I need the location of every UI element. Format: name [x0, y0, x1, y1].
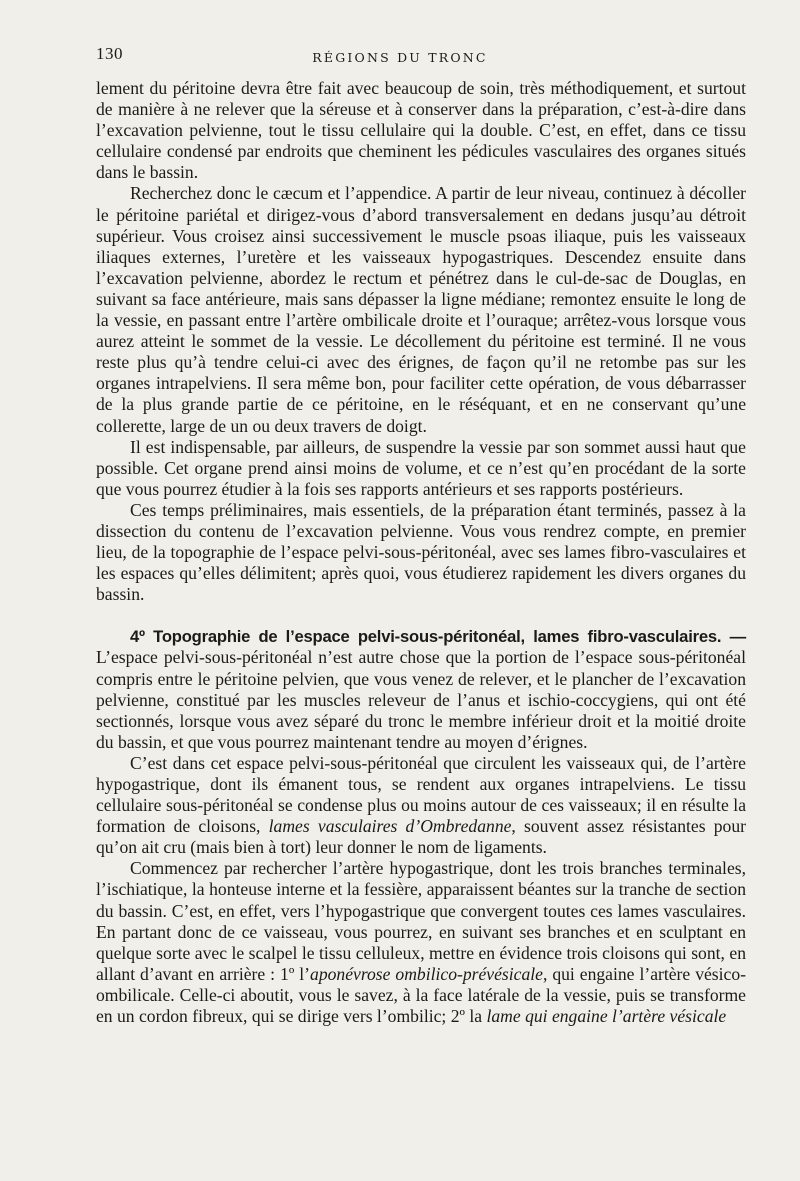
paragraph-preliminaires: Ces temps préliminaires, mais essentiels, de la préparation étant terminés, passez à la dissection du contenu de l’excavation pelvienne. Vous vous rendrez compte, en premier lieu, de la topographie de l’espace pelvi-sous-péritonéal, avec ses lames fibro-vasculaires et les espaces qu’elles délimitent; après quoi, vous étudierez rapidement les divers organes du bassin.: [96, 499, 746, 605]
running-title: RÉGIONS DU TRONC: [312, 50, 488, 65]
section-gap: [96, 605, 746, 626]
paragraph-continued: lement du péritoine devra être fait avec beaucoup de soin, très méthodiquement, et surtout de manière à ne relever que la séreuse et à conserver dans la préparation, c’est-à-dire dans l’excavation pelvienne, tout le tissu cellulaire qui la double. C’est, en effet, dans ce tissu cellulaire condensé par endroits que cheminent les pédicules vasculaires des organes situés dans le bassin.: [96, 78, 746, 183]
text-run: Commencez par rechercher l’artère hypogastrique, dont les trois branches terminales, l’ischiatique, la honteuse interne et la fessière, apparaissent béantes sur la tranche de section du bassin. C’est, en effet, vers l’hypogastrique que convergent toutes ces lames vasculaires. En partant donc de ce vaisseau, vous pourrez, en suivant ses branches et en sculptant en quelque sorte avec le scalpel le tissu celluleux, mettre en évidence trois cloisons qui sont, en allant d’avant en arrière : 1º l’: [96, 858, 746, 984]
section-heading: 4º Topographie de l’espace pelvi-sous-péritonéal, lames fibro-vasculaires. —: [130, 627, 746, 647]
section-first-paragraph: [96, 626, 746, 753]
italic-term: lames vasculaires d’Ombredanne: [268, 816, 512, 837]
italic-term: aponévrose ombilico-prévésicale: [310, 963, 543, 984]
body-text: [96, 78, 746, 1027]
paragraph-caecum: Recherchez donc le cæcum et l’appendice. A partir de leur niveau, continuez à décoller le péritoine pariétal et dirigez-vous d’abord transversalement en dedans jusqu’au détroit supérieur. Vous croisez ainsi successivement le muscle psoas iliaque, puis les vaisseaux iliaques externes, l’uretère et les vaisseaux hypogastriques. Descendez ensuite dans l’excavation pelvienne, abordez le rectum et pénétrez dans le cul-de-sac de Douglas, en suivant sa face antérieure, mais sans dépasser la ligne médiane; remontez ensuite le long de la vessie, en passant entre l’artère ombilicale droite et l’ouraque; arrêtez-vous lorsque vous aurez atteint le sommet de la vessie. Le décollement du péritoine est terminé. Il ne vous reste plus qu’à tendre celui-ci avec des érignes, de façon qu’il ne retombe pas sur les organes intrapelviens. Il sera même bon, pour faciliter cette opération, de vous débarrasser de la plus grande partie de ce péritoine, en le réséquant, et en ne conservant qu’une collerette, large de un ou deux travers de doigt.: [96, 183, 746, 436]
paragraph-lames: [96, 753, 746, 858]
italic-term: lame qui engaine l’artère vésicale: [486, 1006, 727, 1027]
paragraph-vessie: Il est indispensable, par ailleurs, de suspendre la vessie par son sommet aussi haut que possible. Cet organe prend ainsi moins de volume, et ce n’est qu’en procédant de la sorte que vous pourrez étudier à la fois ses rapports antérieurs et ses rapports postérieurs.: [96, 436, 746, 499]
text-run: , souvent assez résistantes pour qu’on ait cru (mais bien à tort) leur donner le nom de ligaments.: [96, 816, 746, 858]
text-run: , qui engaine l’artère vésico-ombilicale. Celle-ci aboutit, vous le savez, à la face latérale de la vessie, puis se transforme en un cordon fibreux, qui se dirige vers l’ombilic; 2º la: [96, 963, 746, 1027]
paragraph-hypogastrique: [96, 858, 746, 1027]
section-intro-text: L’espace pelvi-sous-péritonéal n’est autre chose que la portion de l’espace sous-péritonéal compris entre le péritoine pelvien, que vous venez de relever, et le plancher de l’excavation pelvienne, constitué par les muscles releveur de l’anus et ischio-coccygiens, qui ont été sectionnés, lorsque vous avez séparé du tronc le membre inférieur droit et la moitié droite du bassin, et que vous pourrez maintenant tendre au moyen d’érignes.: [96, 647, 746, 752]
text-run: C’est dans cet espace pelvi-sous-péritonéal que circulent les vaisseaux qui, de l’artère hypogastrique, dont ils émanent tous, se rendent aux organes intrapelviens. Le tissu cellulaire sous-péritonéal se condense plus ou moins autour de ces vaisseaux; il en résulte la formation de cloisons,: [96, 752, 746, 837]
page-number: 130: [96, 44, 123, 63]
